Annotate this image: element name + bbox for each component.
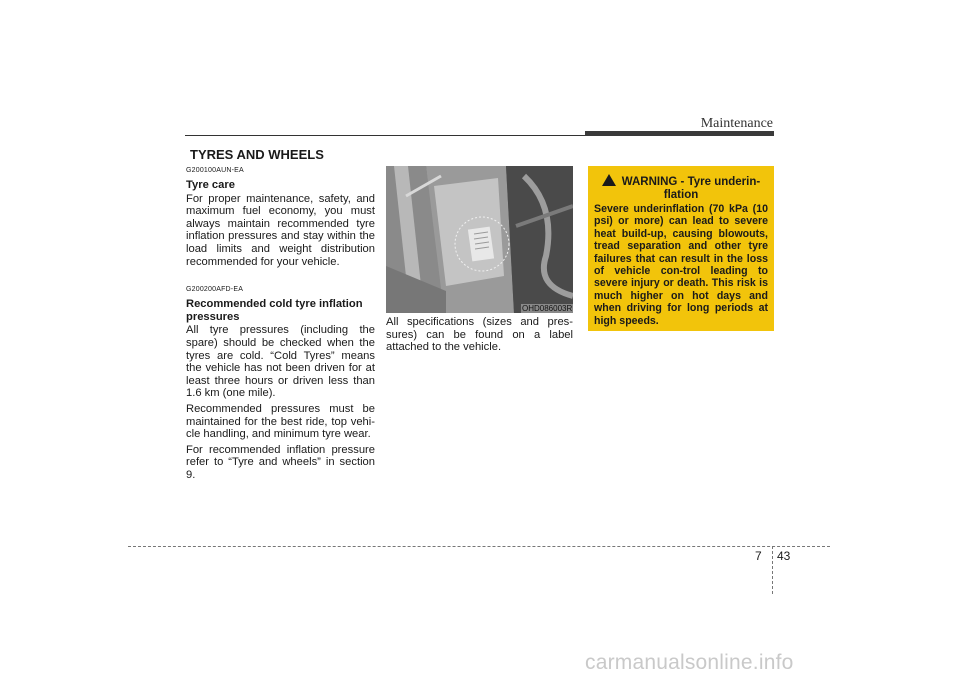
paragraph: Recommended pressures must be maintained for the best ride, top vehi-cle handling, and minimum tyre wear. xyxy=(186,402,375,441)
paragraph: For recommended inflation pressure refer to “Tyre and wheels” in section 9. xyxy=(186,443,375,481)
watermark: carmanualsonline.info xyxy=(585,651,794,674)
page-number: 43 xyxy=(777,549,791,563)
warning-heading xyxy=(594,174,768,201)
section-code: G200200AFD-EA xyxy=(186,286,244,294)
footer-divider xyxy=(772,546,773,594)
page-chapter: 7 xyxy=(755,549,762,563)
subheading-tyre-care: Tyre care xyxy=(186,179,235,191)
warning-body: Severe underinflation (70 kPa (10 psi) or more) can lead to severe heat build-up, causing blowouts, tread separation and other tyre failures that can result in the loss of vehicle con-trol leading to severe injury or death. This risk is much higher on hot days and when driving for long periods at high speeds. xyxy=(594,203,768,327)
subheading-cold-pressures: Recommended cold tyre inflation pressures xyxy=(186,298,363,323)
photo-caption: All specifications (sizes and pres-sures) can be found on a label attached to the vehicle. xyxy=(386,316,573,354)
left-column xyxy=(186,166,375,484)
footer-rule xyxy=(128,546,830,547)
photo-code: OHD086003R xyxy=(522,304,573,313)
warning-title: WARNING - Tyre underin-flation xyxy=(621,176,761,201)
paragraph: For proper maintenance, safety, and maximum fuel economy, you must always maintain recommended tyre inflation pressures and stay within the load limits and weight distribution recommended for your vehicle. xyxy=(186,192,375,268)
section-title: TYRES AND WHEELS xyxy=(190,147,324,162)
header-title: Maintenance xyxy=(700,116,773,131)
header-rule xyxy=(185,135,585,136)
warning-box xyxy=(588,166,774,331)
paragraph: All tyre pressures (including the spare) should be checked when the tyres are cold. “Cold Tyres” means the vehicle has not been driven for at least three hours or driven less than 1.6 km (one mile). xyxy=(186,324,375,400)
warning-triangle-icon xyxy=(602,174,616,186)
section-code: G200100AUN-EA xyxy=(186,167,244,174)
door-photo-illustration xyxy=(386,166,573,313)
door-pillar-label-photo xyxy=(386,166,573,313)
header-tab-bar xyxy=(585,131,774,136)
